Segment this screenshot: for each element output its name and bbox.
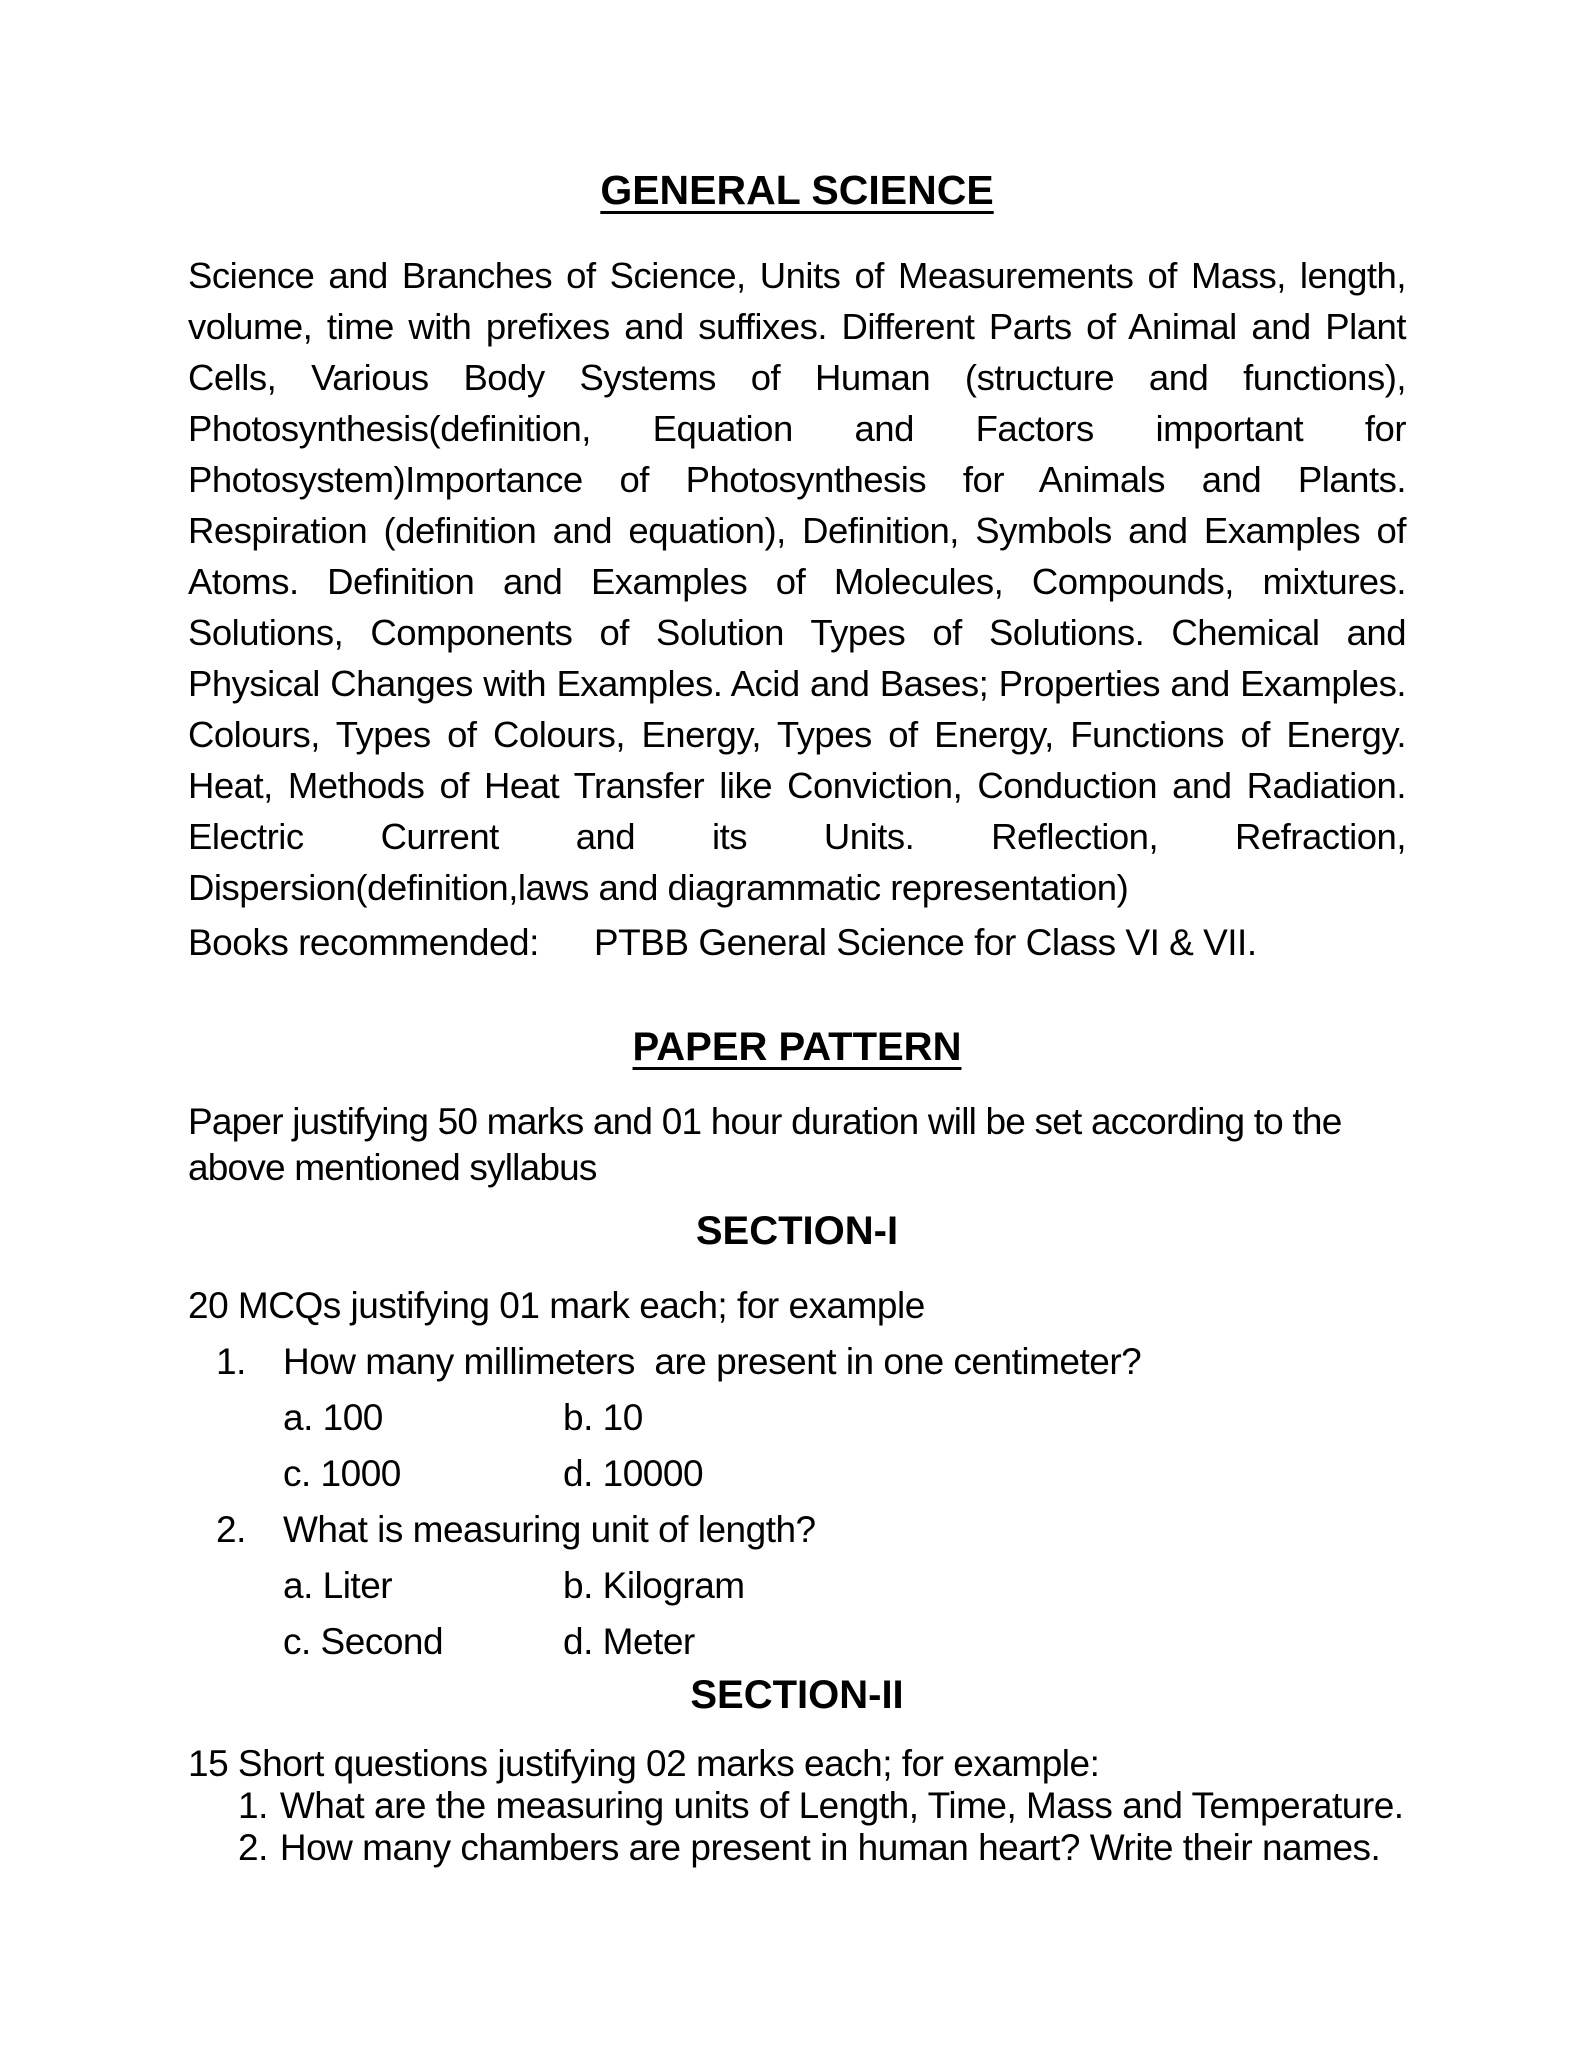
mcq-q2-option-d: d. Meter <box>563 1621 695 1662</box>
short-question-1 <box>188 1785 1406 1827</box>
mcq-question-2 <box>188 1507 1406 1553</box>
mcq-question-2-options-row-1 <box>188 1563 1406 1609</box>
mcq-q1-option-a: a. 100 <box>283 1397 383 1438</box>
mcq-question-1-options-row-1 <box>188 1395 1406 1441</box>
books-recommended-label: Books recommended: <box>188 922 539 963</box>
mcq-question-1-number: 1. <box>216 1341 246 1382</box>
paper-pattern-heading-text: PAPER PATTERN <box>632 1025 962 1069</box>
mcq-q2-option-a: a. Liter <box>283 1565 393 1606</box>
books-recommended-line <box>188 921 1406 965</box>
mcq-question-2-options-row-2 <box>188 1619 1406 1665</box>
mcq-question-1-options-row-2 <box>188 1451 1406 1497</box>
mcq-question-2-text: What is measuring unit of length? <box>283 1509 816 1550</box>
section2-heading: SECTION-II <box>690 1673 904 1717</box>
short-question-2-number: 2. <box>238 1827 268 1868</box>
mcq-q1-option-d: d. 10000 <box>563 1453 704 1494</box>
mcq-q1-option-c: c. 1000 <box>283 1453 401 1494</box>
short-question-2-text: How many chambers are present in human heart? Write their names. <box>279 1827 1381 1868</box>
mcq-q1-option-b: b. 10 <box>563 1397 643 1438</box>
mcq-q2-option-c: c. Second <box>283 1621 444 1662</box>
short-question-1-number: 1. <box>238 1785 268 1826</box>
mcq-question-2-number: 2. <box>216 1509 246 1550</box>
mcq-question-1-text: How many millimeters are present in one centimeter? <box>283 1341 1142 1382</box>
document-title <box>188 0 1406 214</box>
document-title-text: GENERAL SCIENCE <box>600 167 994 213</box>
mcq-q2-option-b: b. Kilogram <box>563 1565 745 1606</box>
syllabus-paragraph: Science and Branches of Science, Units of Measurements of Mass, length, volume, time with prefixes and suffixes. Different Parts of Animal and Plant Cells, Various Body Systems of Human (structure and functions), Photosynthesis(definition, Equation and Factors important for Photosystem)Importance of Photosynthesis for Animals and Plants. Respiration (definition and equation), Definition, Symbols and Examples of Atoms. Definition and Examples of Molecules, Compounds, mixtures. Solutions, Components of Solution Types of Solutions. Chemical and Physical Changes with Examples. Acid and Bases; Properties and Examples. Colours, Types of Colours, Energy, Types of Energy, Functions of Energy. Heat, Methods of Heat Transfer like Conviction, Conduction and Radiation. Electric Current and its Units. Reflection, Refraction, Dispersion(definition,laws and diagrammatic representation) <box>188 255 1406 908</box>
section2-intro: 15 Short questions justifying 02 marks each; for example: <box>188 1743 1100 1784</box>
section1-intro: 20 MCQs justifying 01 mark each; for example <box>188 1285 925 1326</box>
short-question-1-text: What are the measuring units of Length, Time, Mass and Temperature. <box>279 1785 1404 1826</box>
short-question-2 <box>188 1827 1406 1869</box>
paper-pattern-heading <box>188 1023 1406 1071</box>
books-recommended-value: PTBB General Science for Class VI & VII. <box>593 922 1257 963</box>
mcq-question-1 <box>188 1339 1406 1385</box>
section1-heading: SECTION-I <box>695 1209 899 1253</box>
paper-pattern-description: Paper justifying 50 marks and 01 hour duration will be set according to the above mentioned syllabus <box>188 1101 1342 1188</box>
